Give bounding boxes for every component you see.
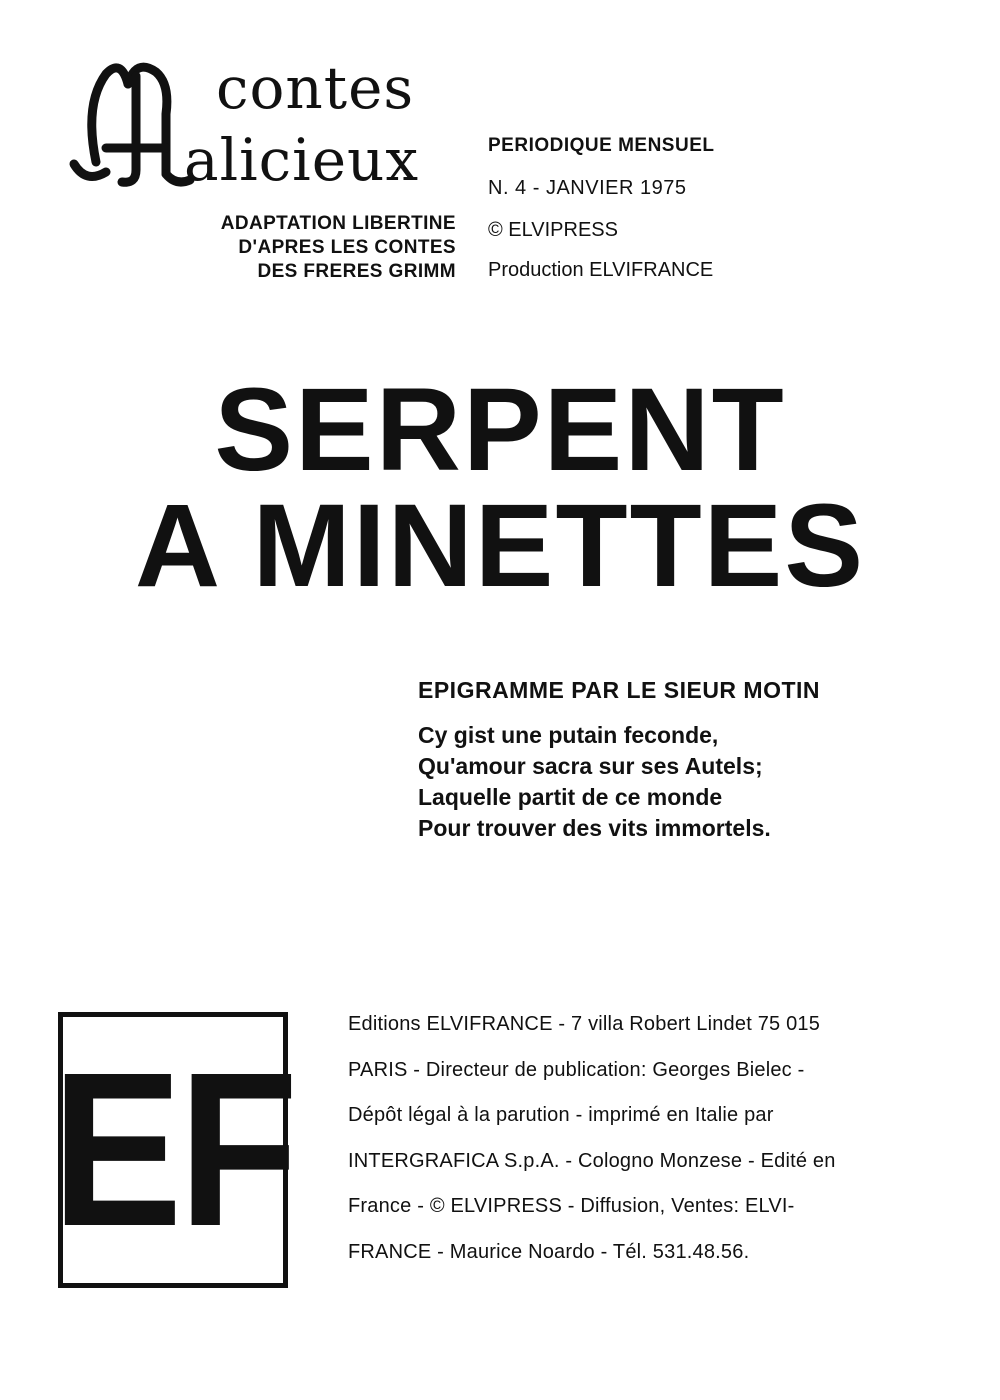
epigram-heading: EPIGRAMME PAR LE SIEUR MOTIN xyxy=(418,677,821,703)
legal-notice xyxy=(348,1002,948,1275)
title-line-1: SERPENT xyxy=(214,364,786,496)
adaptation-note xyxy=(150,212,456,284)
contes-malicieux-logo xyxy=(66,44,466,204)
epigram-block xyxy=(418,670,958,844)
logo-initial-m xyxy=(74,67,190,182)
production-credit: Production ELVIFRANCE xyxy=(488,259,714,281)
copyright-notice: © ELVIPRESS xyxy=(488,219,618,241)
epigram-verse xyxy=(418,720,958,844)
story-title xyxy=(0,364,1000,612)
verse-line: Qu'amour sacra sur ses Autels; xyxy=(418,753,763,779)
verse-line: Cy gist une putain feconde, xyxy=(418,722,719,748)
logo-artwork xyxy=(66,44,466,204)
adaptation-line: ADAPTATION LIBERTINE xyxy=(220,213,456,234)
verse-line: Pour trouver des vits immortels. xyxy=(418,815,771,841)
logo-word-alicieux: alicieux xyxy=(184,126,420,194)
verse-line: Laquelle partit de ce monde xyxy=(418,784,723,810)
publication-frequency: PERIODIQUE MENSUEL xyxy=(488,135,715,156)
legal-line: Dépôt légal à la parution - imprimé en Italie par xyxy=(348,1104,774,1126)
legal-line: PARIS - Directeur de publication: Georges Bielec - xyxy=(348,1058,805,1081)
legal-line: INTERGRAFICA S.p.A. - Cologno Monzese - Edité en xyxy=(348,1149,836,1172)
title-line-2: A MINETTES xyxy=(134,480,866,612)
adaptation-line: D'APRES LES CONTES xyxy=(238,237,456,258)
adaptation-line: DES FRERES GRIMM xyxy=(257,261,456,282)
logo-word-contes: contes xyxy=(216,54,415,122)
legal-line: France - © ELVIPRESS - Diffusion, Ventes: ELVI- xyxy=(348,1195,795,1217)
publisher-mark-text: EF xyxy=(51,1026,295,1273)
issue-number: N. 4 - JANVIER 1975 xyxy=(488,177,687,199)
publication-info xyxy=(488,130,808,290)
publisher-mark-box xyxy=(51,1012,295,1288)
legal-line: FRANCE - Maurice Noardo - Tél. 531.48.56. xyxy=(348,1240,750,1263)
legal-line: Editions ELVIFRANCE - 7 villa Robert Lindet 75 015 xyxy=(348,1013,821,1035)
